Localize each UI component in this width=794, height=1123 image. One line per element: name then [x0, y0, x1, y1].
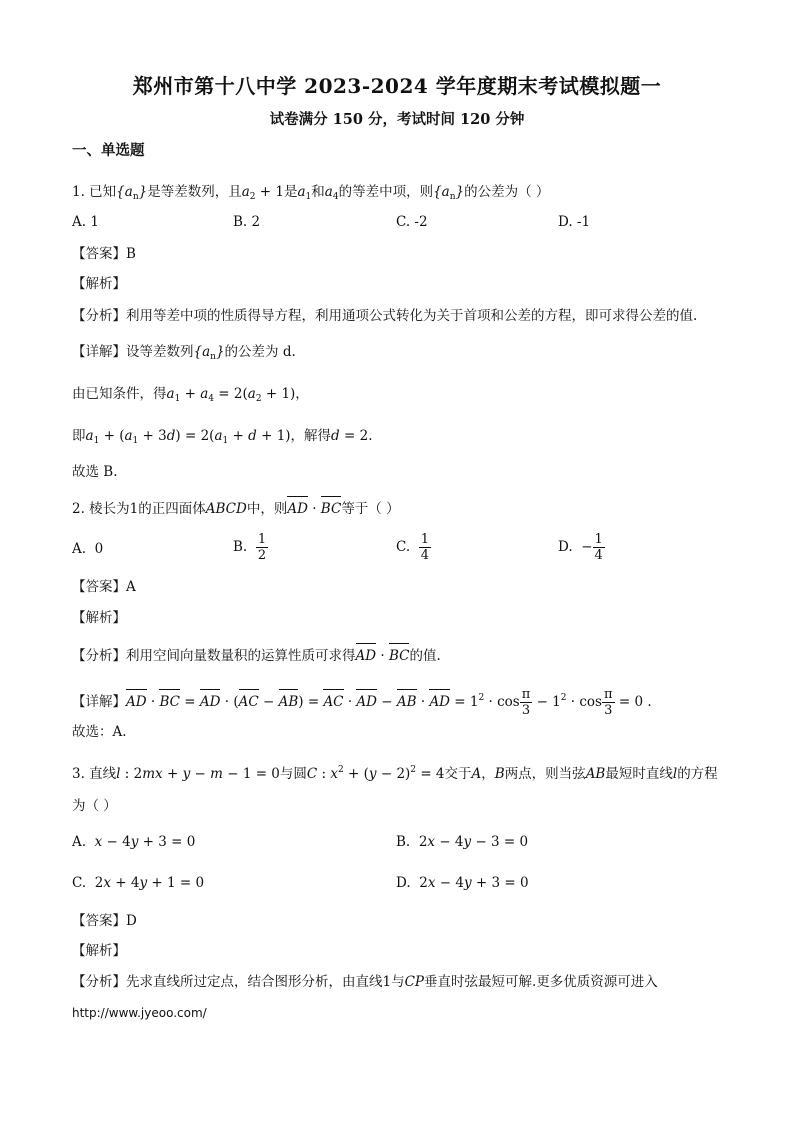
q1-option-a: A. 1 — [72, 214, 99, 230]
q1-option-c: C. -2 — [396, 214, 428, 230]
q3-option-a: A. x − 4y + 3 = 0 — [72, 834, 196, 850]
q2-option-a: A. 0 — [72, 541, 104, 557]
q2-stem: 2. 棱长为1的正四面体ABCD中，则AD · BC等于（ ） — [72, 501, 400, 517]
q2-detail: 【详解】AD · BC = AD · (AC − AB) = AC · AD − AB · AD = $1^2 \cdot \cos$ $\frac{\pi}{3}$ − $1^2 \cdot \cos$ $\frac{\pi}{3}$ = 0 . — [72, 687, 652, 718]
q1-conclusion: 故选 B. — [72, 464, 118, 480]
footer-link[interactable]: http://www.jyeoo.com/ — [72, 1006, 207, 1020]
q1-answer: 【答案】B — [72, 246, 136, 262]
q3-option-b: B. 2x − 4y − 3 = 0 — [396, 834, 529, 850]
page-subtitle: 试卷满分 150 分，考试时间 120 分钟 — [269, 111, 525, 128]
q1-stem: 1. 已知$\{a_n\}$是等差数列，且$a_2 + 1$是$a_1$和$a_4$的等差中项，则$\{a_n\}$的公差为（ ） — [72, 184, 550, 202]
q1-step-2: 即$a_1 + (a_1 + 3d) = 2(a_1 + d + 1)$，解得d = 2. — [72, 428, 373, 446]
q1-option-d: D. -1 — [558, 214, 591, 230]
q2-option-d: D. − $\frac{1}{4}$ — [558, 532, 603, 563]
q3-answer: 【答案】D — [72, 913, 137, 929]
q1-step-1: 由已知条件，得$a_1 + a_4 = 2(a_2 + 1)$， — [72, 386, 309, 404]
q1-option-b: B. 2 — [233, 214, 261, 230]
q1-analysis-label: 【解析】 — [72, 276, 126, 292]
q1-detail: 【详解】设等差数列$\{a_n\}$的公差为 d. — [72, 344, 296, 362]
q2-answer: 【答案】A — [72, 579, 136, 595]
q3-stem-line-2: 为（ ） — [72, 798, 117, 814]
q3-analysis-label: 【解析】 — [72, 943, 126, 959]
q2-fenxi: 【分析】利用空间向量数量积的运算性质可求得AD · BC的值. — [72, 648, 441, 664]
q3-fenxi: 【分析】先求直线所过定点，结合图形分析，由直线1与CP垂直时弦最短可解.更多优质资源可进入 — [72, 974, 658, 990]
q2-option-b: B. $\frac{1}{2}$ — [233, 532, 267, 563]
q3-stem: 3. 直线l : 2mx + y − m − 1 = 0与圆C : $x^2 + (y - 2)^2 = 4$交于A，B两点，则当弦AB最短时直线l的方程 — [72, 765, 718, 782]
q2-conclusion: 故选：A. — [72, 724, 127, 740]
q3-option-c: C. 2x + 4y + 1 = 0 — [72, 875, 205, 891]
q1-fenxi: 【分析】利用等差中项的性质得导方程，利用通项公式转化为关于首项和公差的方程，即可求得公差的值. — [72, 308, 698, 324]
q2-option-c: C. $\frac{1}{4}$ — [396, 532, 430, 563]
section-title: 一、单选题 — [72, 142, 145, 159]
q3-option-d: D. 2x − 4y + 3 = 0 — [396, 875, 529, 891]
q2-analysis-label: 【解析】 — [72, 610, 126, 626]
page-title: 郑州市第十八中学 2023-2024 学年度期末考试模拟题一 — [132, 74, 662, 98]
